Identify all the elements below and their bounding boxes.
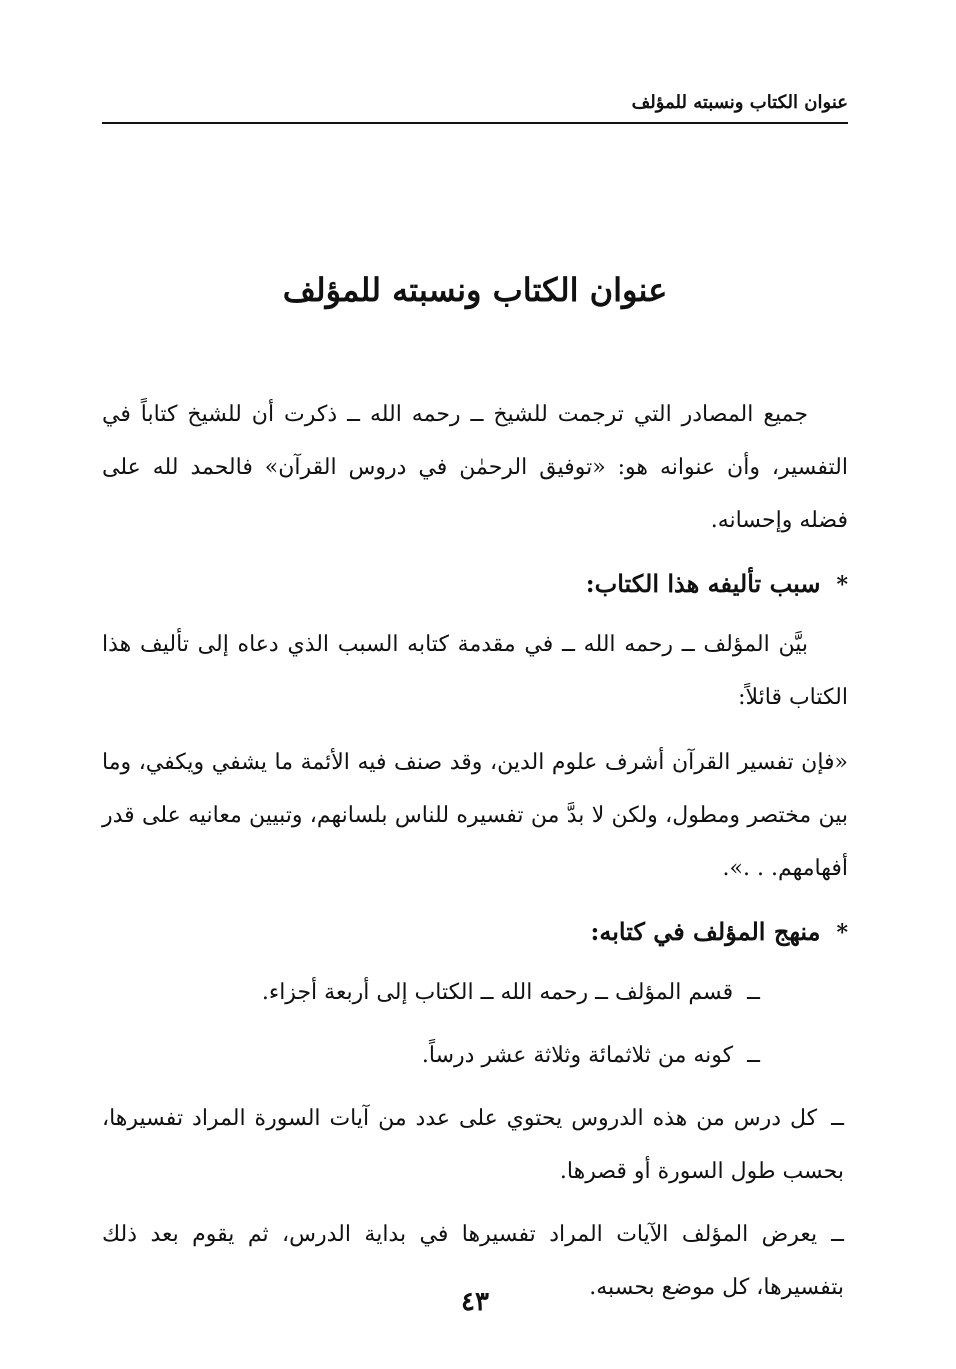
intro-paragraph: جميع المصادر التي ترجمت للشيخ ــ رحمه الله ــ ذكرت أن للشيخ كتاباً في التفسير، وأن عنوانه هو: «توفيق الرحمٰن في دروس القرآن» فالحمد لله على فضله وإحسانه. <box>102 402 848 533</box>
asterisk-icon: * <box>836 572 848 598</box>
dash-icon: ــ <box>831 1106 844 1131</box>
section-heading-reason <box>102 559 848 610</box>
section-heading-reason-text: سبب تأليفه هذا الكتاب: <box>585 569 821 598</box>
method-item <box>102 966 848 1019</box>
header-rule <box>102 122 848 124</box>
dash-icon: ــ <box>747 980 760 1005</box>
page-number: ٤٣ <box>461 1287 489 1317</box>
running-header: عنوان الكتاب ونسبته للمؤلف <box>631 92 848 113</box>
section-heading-method <box>102 907 848 958</box>
dash-icon: ــ <box>747 1043 760 1068</box>
reason-paragraph: بيَّن المؤلف ــ رحمه الله ــ في مقدمة كتابه السبب الذي دعاه إلى تأليف هذا الكتاب قائلاً: <box>102 632 848 710</box>
chapter-title: عنوان الكتاب ونسبته للمؤلف <box>282 271 668 309</box>
method-item <box>102 1029 848 1082</box>
method-item-text: كونه من ثلاثمائة وثلاثة عشر درساً. <box>421 1043 734 1068</box>
dash-icon: ــ <box>831 1222 844 1247</box>
method-item-text: قسم المؤلف ــ رحمه الله ــ الكتاب إلى أربعة أجزاء. <box>261 980 734 1005</box>
author-quote: «فإن تفسير القرآن أشرف علوم الدين، وقد صنف فيه الأئمة ما يشفي ويكفي، وما بين مختصر ومطول، ولكن لا بدَّ من تفسيره للناس بلسانهم، وتبيين معانيه على قدر أفهامهم. . .». <box>102 750 848 881</box>
body-text <box>102 388 848 1324</box>
section-heading-method-text: منهج المؤلف في كتابه: <box>590 917 821 946</box>
asterisk-icon: * <box>836 920 848 946</box>
method-item-text: يعرض المؤلف الآيات المراد تفسيرها في بداية الدرس، ثم يقوم بعد ذلك بتفسيرها، كل موضع بحسبه. <box>102 1222 844 1300</box>
method-item-text: كل درس من هذه الدروس يحتوي على عدد من آيات السورة المراد تفسيرها، بحسب طول السورة أو قصرها. <box>102 1106 844 1184</box>
method-item <box>102 1092 848 1198</box>
